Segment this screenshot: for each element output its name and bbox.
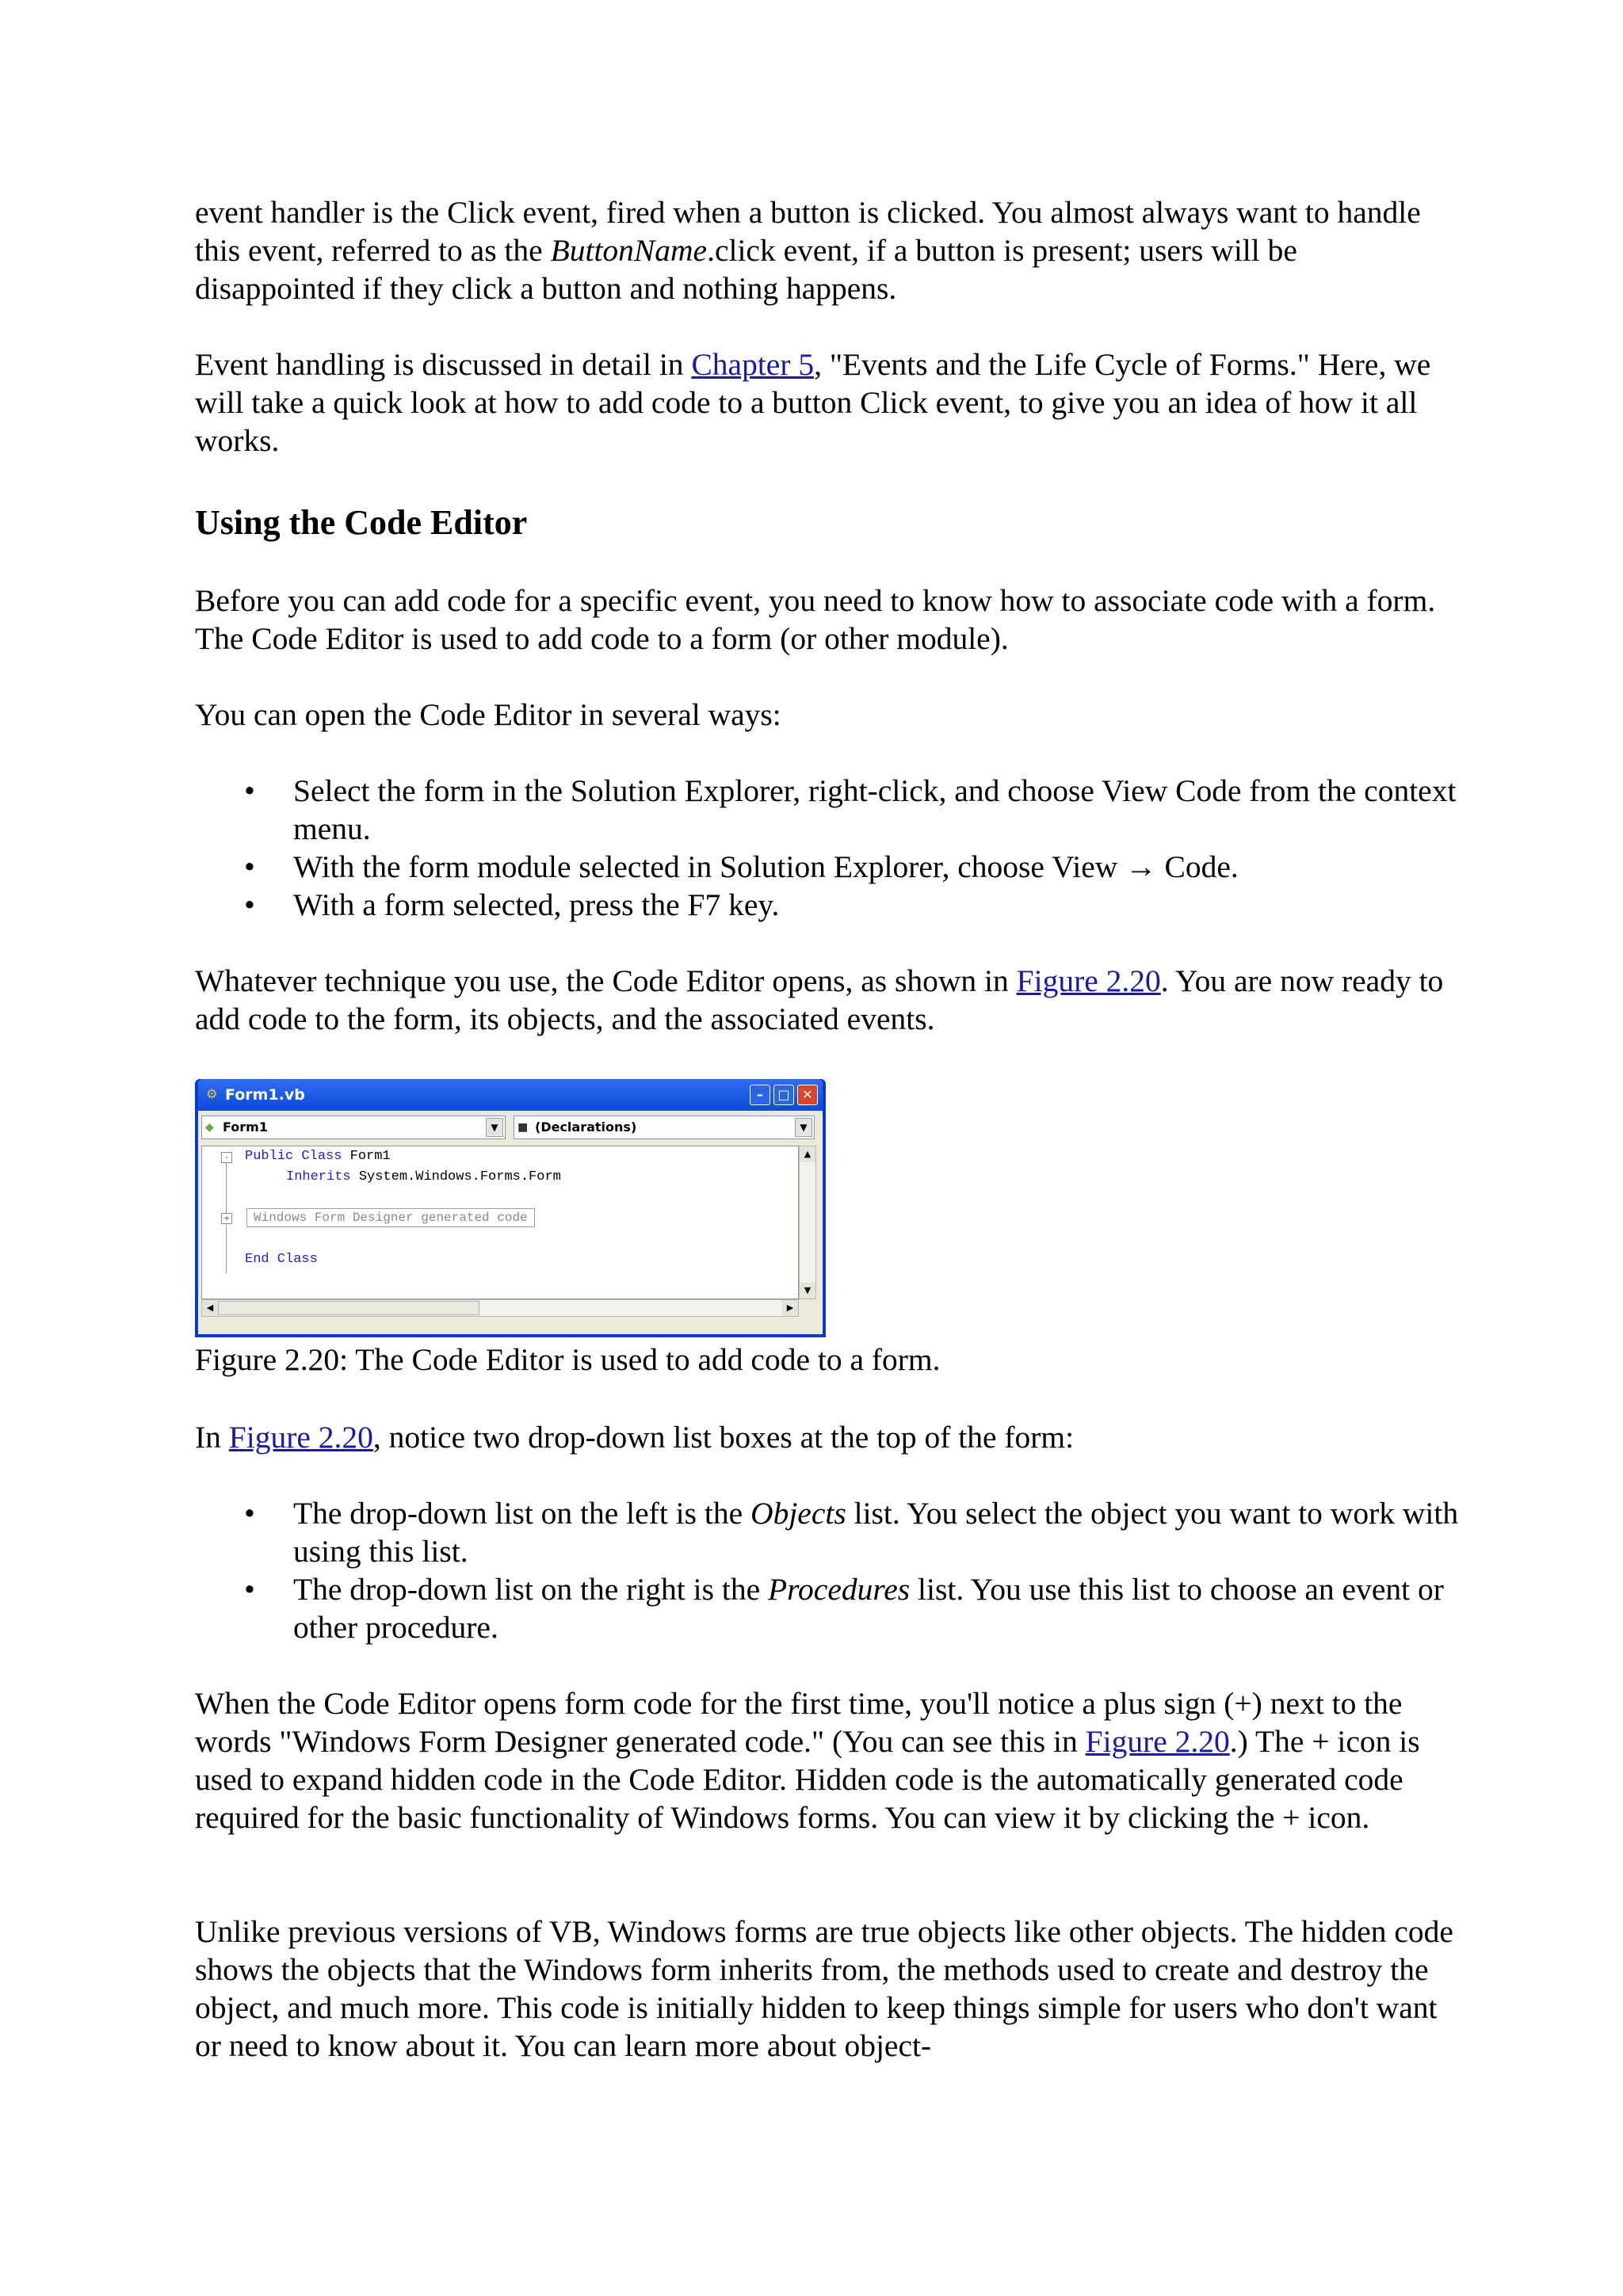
list-item <box>195 1494 1463 1570</box>
paragraph-technique <box>195 962 1463 1038</box>
paragraph-open-ways: You can open the Code Editor in several ways: <box>195 697 781 732</box>
code-editor-window <box>195 1079 826 1337</box>
paragraph-dropdowns <box>195 1418 1463 1456</box>
vertical-scrollbar[interactable] <box>799 1146 816 1299</box>
procedures-dropdown-value: (Declarations) <box>535 1119 637 1135</box>
window-titlebar[interactable] <box>198 1079 823 1111</box>
link-figure-2-20[interactable]: Figure 2.20 <box>228 1420 373 1455</box>
text: event handler is the Click event, fired when a button is clicked. You almost always want to handle this event, referred to as the <box>195 195 1421 268</box>
bullet-icon: • <box>244 1572 255 1607</box>
link-figure-2-20[interactable]: Figure 2.20 <box>1016 963 1161 998</box>
list-item <box>195 886 1463 924</box>
link-figure-2-20[interactable]: Figure 2.20 <box>1085 1724 1230 1759</box>
code-text: Form1 <box>342 1149 391 1164</box>
keyword: End Class <box>245 1252 318 1267</box>
horizontal-scrollbar[interactable] <box>201 1299 799 1317</box>
text: .) The + icon is used to expand hidden code in the Code Editor. Hidden code is the automatically generated code required for the basic functionality of Windows forms. You can view it by clicking the + icon. <box>195 1724 1420 1835</box>
text: When the Code Editor opens form code for the first time, you'll notice a plus sign (+) next to the words "Windows Form Designer generated code." (You can see this in <box>195 1686 1403 1759</box>
list-item <box>195 1570 1463 1646</box>
text: Whatever technique you use, the Code Editor opens, as shown in <box>195 963 1017 998</box>
declarations-icon: ■ <box>517 1121 529 1134</box>
text: list. You use this list to choose an event or other procedure. <box>293 1572 1444 1645</box>
minimize-button[interactable]: – <box>750 1085 770 1105</box>
list-item-text: With a form selected, press the F7 key. <box>293 887 780 922</box>
text: The drop-down list on the right is the <box>293 1572 768 1607</box>
expand-icon[interactable]: + <box>221 1213 232 1224</box>
list-item <box>195 772 1463 848</box>
paragraph-event-handling <box>195 345 1463 460</box>
list-open-methods <box>195 772 1463 924</box>
objects-dropdown[interactable] <box>201 1116 506 1139</box>
collapse-icon[interactable]: - <box>221 1152 232 1163</box>
code-text: System.Windows.Forms.Form <box>350 1169 561 1184</box>
vb-file-icon: ⚙ <box>206 1086 218 1101</box>
scroll-thumb[interactable] <box>218 1301 479 1315</box>
text: , notice two drop-down list boxes at the top of the form: <box>372 1420 1075 1455</box>
text: . You are now ready to add code to the form, its objects, and the associated events. <box>195 963 1444 1036</box>
keyword: Public Class <box>245 1149 342 1164</box>
emphasis-procedures: Procedures <box>768 1572 911 1607</box>
window-title: Form1.vb <box>225 1086 305 1104</box>
emphasis-objects: Objects <box>750 1496 846 1531</box>
objects-dropdown-value: Form1 <box>223 1119 268 1135</box>
text: list. You select the object you want to work with using this list. <box>293 1496 1459 1569</box>
bullet-icon: • <box>244 1496 255 1531</box>
scroll-up-icon[interactable]: ▲ <box>800 1146 815 1162</box>
section-heading: Using the Code Editor <box>195 503 528 542</box>
maximize-button[interactable]: □ <box>773 1085 794 1105</box>
paragraph-plus-sign <box>195 1684 1463 1836</box>
procedures-dropdown[interactable] <box>514 1116 815 1139</box>
chevron-down-icon[interactable]: ▼ <box>486 1118 503 1137</box>
text: In <box>195 1420 229 1455</box>
scroll-right-icon[interactable]: ▶ <box>782 1300 798 1316</box>
scroll-left-icon[interactable]: ◀ <box>202 1300 218 1316</box>
list-item <box>195 848 1463 886</box>
paragraph-associate-code: Before you can add code for a specific event, you need to know how to associate code with a form. The Code Editor is used to add code to a form (or other module). <box>195 583 1436 656</box>
list-item-text: Select the form in the Solution Explorer, right-click, and choose View Code from the context menu. <box>293 773 1457 846</box>
bullet-icon: • <box>244 849 255 884</box>
code-line <box>245 1249 318 1270</box>
window-client-area <box>198 1111 823 1334</box>
text: The drop-down list on the left is the <box>293 1496 751 1531</box>
text: , "Events and the Life Cycle of Forms." Here, we will take a quick look at how to add code to a button Click event, to give you an idea of how it all works. <box>195 347 1431 458</box>
close-button[interactable]: ✕ <box>797 1085 818 1105</box>
bullet-icon: • <box>244 887 255 922</box>
list-item-text: With the form module selected in Solution Explorer, choose View → Code. <box>293 849 1239 884</box>
form-object-icon: ◆ <box>205 1121 214 1134</box>
paragraph-click-event <box>195 193 1463 307</box>
list-dropdown-descriptions <box>195 1494 1463 1646</box>
code-line <box>245 1146 391 1167</box>
figure-caption: Figure 2.20: The Code Editor is used to add code to a form. <box>195 1342 941 1377</box>
keyword: Inherits <box>286 1169 351 1184</box>
emphasis-buttonname: ButtonName <box>550 233 708 268</box>
collapsed-region[interactable]: Windows Form Designer generated code <box>246 1208 535 1227</box>
code-text-area[interactable] <box>201 1146 799 1299</box>
text: Event handling is discussed in detail in <box>195 347 692 382</box>
code-line <box>286 1167 561 1188</box>
scroll-down-icon[interactable]: ▼ <box>800 1283 815 1299</box>
link-chapter-5[interactable]: Chapter 5 <box>691 347 815 382</box>
chevron-down-icon[interactable]: ▼ <box>795 1118 812 1137</box>
paragraph-hidden-code: Unlike previous versions of VB, Windows forms are true objects like other objects. The hidden code shows the objects that the Windows form inherits from, the methods used to create and destroy the object, and much more. This code is initially hidden to keep things simple for users who don't want or need to know about it. You can learn more about object- <box>195 1914 1453 2063</box>
text: .click event, if a button is present; users will be disappointed if they click a button and nothing happens. <box>195 233 1297 306</box>
bullet-icon: • <box>244 773 255 808</box>
